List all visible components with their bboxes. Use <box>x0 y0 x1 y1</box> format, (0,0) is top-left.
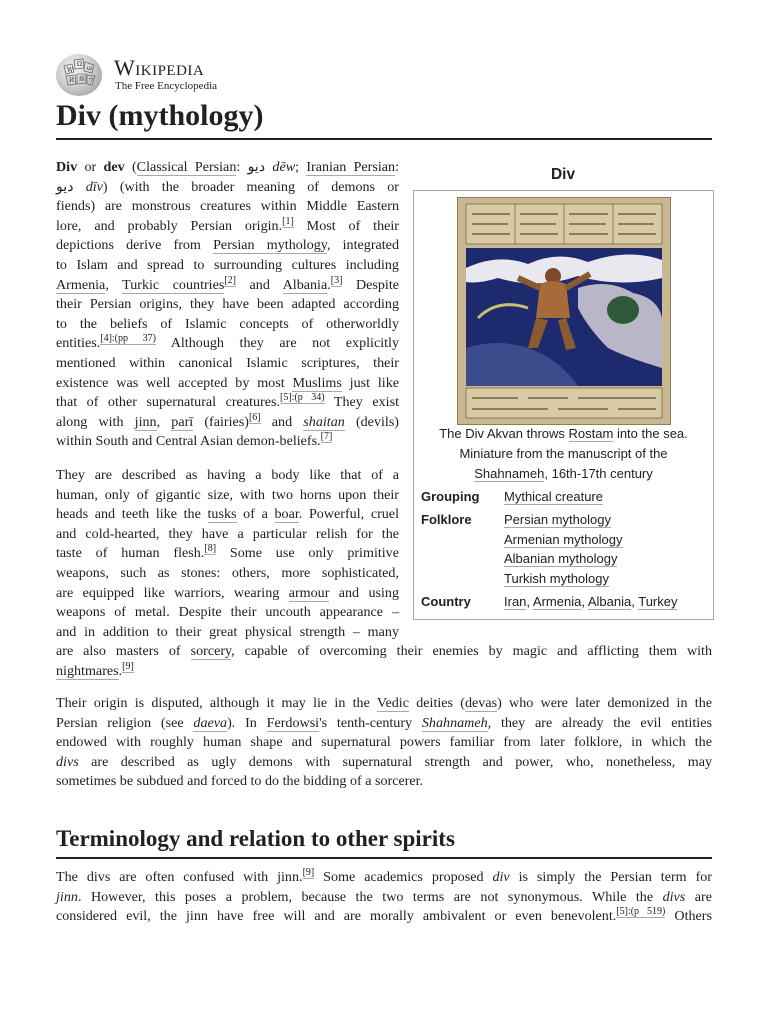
text-line: considered evil, the jinn have free will and are morally ambivalent or even benevolent.$^{[5]:(p 519)}$ Others <box>56 906 712 925</box>
infobox: The Div Akvan throws Rostam into the sea. Miniature from the manuscript of the Shahnameh, 16th-17th century Grouping Mythical creature Folklore Persian mythology Armenian mythology Albanian mythology Turkish mythology Country Iran, Armenia, Albania, Turkey <box>413 190 714 620</box>
link-iran[interactable]: Iran <box>504 594 527 609</box>
link-turkey[interactable]: Turkey <box>638 594 678 609</box>
citation-6[interactable]: [6] <box>248 411 261 423</box>
infobox-title: Div <box>550 166 576 183</box>
text-line: Armenia, Turkic countries[2] and Albania.[3] Despite <box>56 274 399 293</box>
text-line: mentioned within canonical Islamic scriptures, their <box>56 354 399 371</box>
terminology-paragraph <box>56 868 712 927</box>
text-line: entities.$^{[4]:(pp 37)}$ Although they are not explicitly <box>56 333 399 352</box>
link-classical-persian[interactable]: Classical Persian <box>136 159 237 175</box>
text-line: endowed with roughly human shape and supernatural powers familiar from later folklore, in which the <box>56 734 712 751</box>
link-armenia[interactable]: Armenia <box>56 276 106 293</box>
link-albania[interactable]: Albania <box>282 276 328 293</box>
svg-text:ω: ω <box>87 65 92 72</box>
link-iranian-persian[interactable]: Iranian Persian <box>306 159 396 175</box>
section-heading-terminology: Terminology and relation to other spirits <box>56 823 712 859</box>
citation-8[interactable]: [8] <box>204 543 217 555</box>
link-albanian-mythology[interactable]: Albanian mythology <box>504 551 618 566</box>
link-daeva[interactable]: daeva <box>193 714 228 731</box>
text-line: sometimes be subdued and forced to do the bidding of a sorcerer. <box>56 773 424 790</box>
link-shahnameh[interactable]: Shahnameh <box>421 714 488 731</box>
text-line: lore, and probably Persian origin.[1] Most of their <box>56 215 400 234</box>
text-line: divs are described as ugly demons with supernatural strength and power, who, nonetheless, may <box>56 753 712 770</box>
text-line: weapons of metal. Despite their uncouth appearance – <box>56 604 399 621</box>
text-line: and in addition to their great physical strength – many <box>56 623 399 640</box>
text-line: to the beliefs of Islamic concepts of otherworldly <box>56 315 399 332</box>
link-vedic[interactable]: Vedic <box>376 695 409 711</box>
citation-3[interactable]: [3] <box>330 274 343 286</box>
link-jinn[interactable]: jinn <box>134 413 157 430</box>
text-line: ديو dīv) (with the broader meaning of demons or <box>56 178 399 195</box>
link-pari[interactable]: parī <box>171 413 194 430</box>
intro-paragraph-1 <box>56 158 399 452</box>
infobox-label: Folklore <box>421 512 472 527</box>
link-sorcery[interactable]: sorcery <box>190 643 232 660</box>
text-line: are equipped like warriors, wearing armour and using <box>56 584 400 601</box>
infobox-label: Country <box>421 594 471 609</box>
text-line: The divs are often confused with jinn.[9] Some academics proposed div is simply the Persian term for <box>56 867 712 885</box>
link-albania-ib[interactable]: Albania <box>587 594 632 609</box>
link-shaitan[interactable]: shaitan <box>303 413 345 430</box>
link-rostam[interactable]: Rostam <box>568 426 614 441</box>
text-line: their Persian origins, they have been adapted according <box>56 296 399 313</box>
text-line: along with jinn, parī (fairies)[6] and shaitan (devils) <box>56 411 399 430</box>
link-turkic-countries[interactable]: Turkic countries <box>122 276 225 293</box>
link-persian-mythology-ib[interactable]: Persian mythology <box>504 512 611 527</box>
site-header <box>56 54 356 96</box>
link-devas[interactable]: devas <box>464 695 498 711</box>
infobox-row-folklore <box>421 510 711 590</box>
text-line: within South and Central Asian demon-beliefs.[7] <box>56 431 333 450</box>
text-line: that of other supernatural creatures.$^{[5]:(p 34)}$ They exist <box>56 392 399 411</box>
citation-2[interactable]: [2] <box>224 274 237 286</box>
svg-text:Ω: Ω <box>77 61 82 68</box>
svg-text:И: И <box>69 77 75 84</box>
text-line: are also masters of sorcery, capable of overcoming their enemies by magic and afflicting them with <box>56 643 712 660</box>
link-armenian-mythology[interactable]: Armenian mythology <box>504 531 623 547</box>
wikipedia-wordmark[interactable]: Wikipedia <box>114 55 205 80</box>
text-line: heads and teeth like the tusks of a boar. Powerful, cruel <box>56 506 399 523</box>
text-line: nightmares.[9] <box>56 660 134 679</box>
citation-5b[interactable]: [5]:(p 519) <box>616 906 666 918</box>
text-line: to Islam and spread to surrounding cultures including <box>56 256 399 273</box>
link-tusks[interactable]: tusks <box>207 506 237 523</box>
text-line: and cold-hearted, they have a particular relish for the <box>56 525 399 542</box>
svg-text:W: W <box>67 67 74 74</box>
text-line: depictions derive from Persian mythology, integrated <box>56 237 399 254</box>
citation-5[interactable]: [5]:(p 34) <box>280 392 325 404</box>
infobox-label: Grouping <box>421 489 480 504</box>
text-line: weapons, such as stones: others, more sophisticated, <box>56 564 399 581</box>
citation-4[interactable]: [4]:(pp 37) <box>100 333 156 345</box>
link-mythical-creature[interactable]: Mythical creature <box>504 489 603 504</box>
link-ferdowsi[interactable]: Ferdowsi <box>266 714 320 731</box>
text-line: human, only of gigantic size, with two horns upon their <box>56 486 399 503</box>
infobox-caption: The Div Akvan throws Rostam into the sea. Miniature from the manuscript of the Shahnameh, 16th-17th century <box>439 426 688 481</box>
link-boar[interactable]: boar <box>274 506 299 523</box>
link-shahnameh-caption[interactable]: Shahnameh <box>474 466 545 481</box>
link-muslims[interactable]: Muslims <box>292 374 342 391</box>
text-line: They are described as having a body like that of a <box>56 467 399 483</box>
text-line: Persian religion (see daeva). In Ferdowsi's tenth-century Shahnameh, they are already the evil entities <box>56 714 712 731</box>
link-turkish-mythology[interactable]: Turkish mythology <box>504 570 609 586</box>
intro-paragraph-3 <box>56 694 712 792</box>
citation-1[interactable]: [1] <box>282 215 294 227</box>
text-line: taste of human flesh.[8] Some use only primitive <box>56 543 399 562</box>
text-line: Div or dev (Classical Persian: ديو dēw; Iranian Persian: <box>56 159 399 175</box>
text-line: jinn. However, this poses a problem, because the two terms are not synonymous. While the divs are <box>56 888 712 905</box>
citation-9b[interactable]: [9] <box>302 867 315 878</box>
text-line: fiends) are monstrous creatures within Middle Eastern <box>56 198 399 215</box>
wikipedia-tagline: The Free Encyclopedia <box>115 80 218 92</box>
citation-7[interactable]: [7] <box>320 431 333 443</box>
text-line: Their origin is disputed, although it may lie in the Vedic deities (devas) who were later demonized in the <box>56 695 712 711</box>
page-title: Div (mythology) <box>56 96 712 140</box>
link-nightmares[interactable]: nightmares <box>56 662 119 679</box>
infobox-image[interactable] <box>457 197 671 425</box>
text-line: existence was well accepted by most Muslims just like <box>56 374 399 391</box>
wikipedia-globe-logo[interactable] <box>56 54 102 96</box>
link-persian-mythology[interactable]: Persian mythology <box>213 237 327 254</box>
link-armour[interactable]: armour <box>288 584 330 601</box>
link-armenia-ib[interactable]: Armenia <box>532 594 582 609</box>
citation-9[interactable]: [9] <box>122 660 134 672</box>
svg-text:維: 維 <box>79 76 86 83</box>
svg-text:ウ: ウ <box>88 77 95 84</box>
